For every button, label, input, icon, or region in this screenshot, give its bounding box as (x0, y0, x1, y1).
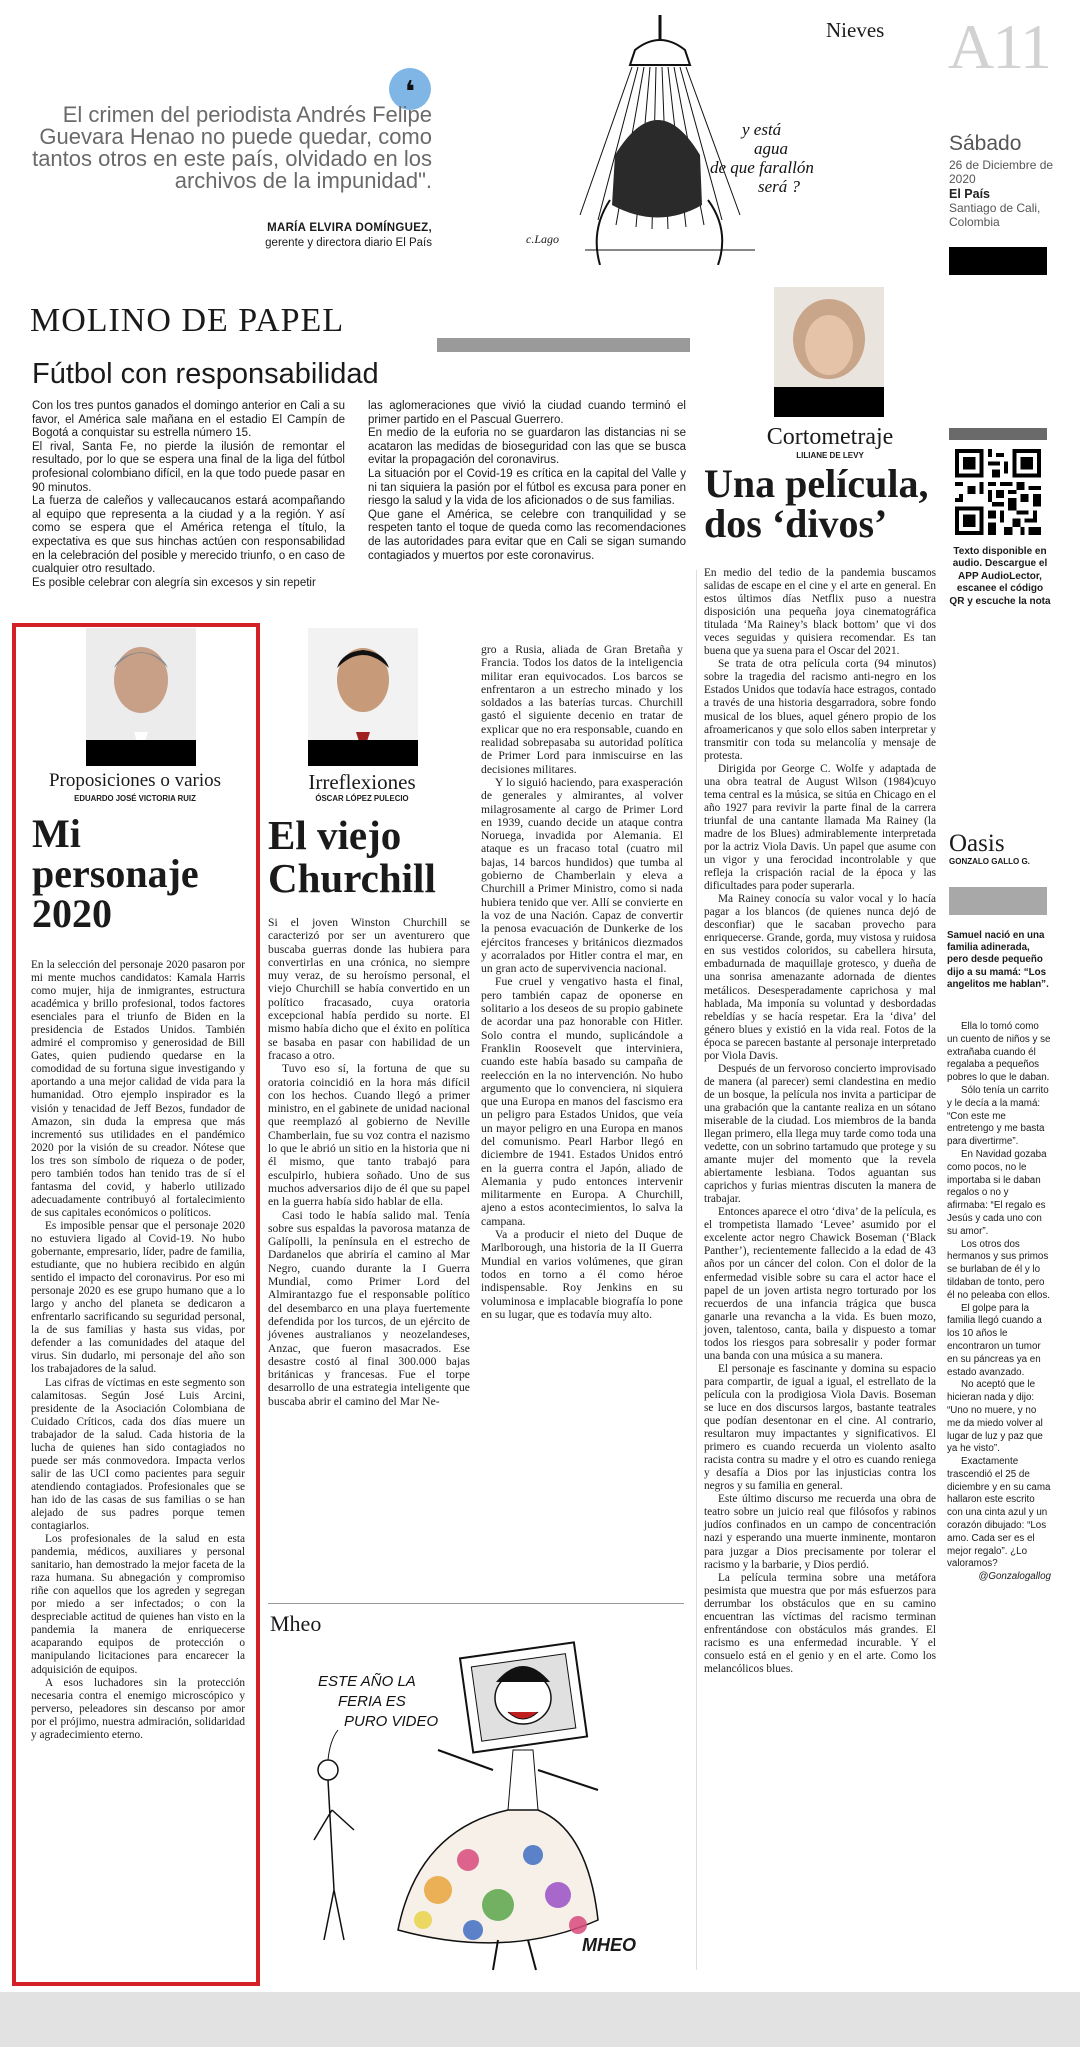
portrait-drawing (774, 287, 884, 417)
speech-line: será ? (758, 177, 801, 196)
oasis-gray-block (949, 887, 1047, 915)
article-paragraph: Las cifras de víctimas en este segmento son calamitosas. Según José Luis Arcini, presidente de la Asociación Colombiana de Cuidado Críticos, cada dos días muere un trabajador de la salud. Cada historia de la lucha de quienes han sido contagiados no puede ser más conmovedora. Impacta verlos salir de las UCI como pacientes para seguir atendiendo contagiados. Profesionales que se han ido de las casas de sus familias o se han alejado de sus padres porque temen contagiarlos. (31, 1376, 245, 1533)
editorial-paragraph: Es posible celebrar con alegría sin excesos y sin repetir (32, 576, 316, 589)
quote-mark-icon: ❛ (389, 68, 431, 110)
article-paragraph: gro a Rusia, aliada de Gran Bretaña y Francia. Todos los datos de la inteligencia militar eran equivocados. Los barcos se enfrentaron a un estrecho minado y los soldados a las baterías turcas. Churchill gastó el siguiente decenio en tratar de explicar que no era responsable, cuando en realidad sobrepasaba su autoridad política de Primer Lord para inmiscuirse en las decisiones militares. (481, 643, 683, 776)
article-paragraph: Tuvo eso sí, la fortuna de que su oratoria coincidió en la hora más difícil con los hechos. Cuando llegó a primer ministro, en el gabinete de unidad nacional que reemplazó al gobierno de Neville Chamberlain, fue su voz contra el nazismo lo que le abrió un sitio en la historia que ni él mismo, que tanto trabajó para esculpirlo, hubiera soñado. Uno de sus muchos adversarios dijo de él que su papel en la guerra había sido hablar de ella. (268, 1062, 470, 1209)
oasis-paragraph: No aceptó que le hicieran nada y dijo: “Uno no muere, y no me da miedo volver al lugar de luz y paz que ya he visto”. (947, 1379, 1043, 1455)
page-bottom-bar (0, 1992, 1080, 2047)
irreflexiones-col-2 (481, 643, 683, 1321)
article-paragraph: Casi todo le había salido mal. Tenía sobre sus espaldas la pavorosa matanza de Galípolli, la península en el estrecho de Dardanelos que abriría el camino al Mar Negro, cuando durante la I Guerra Mundial, como Primer Lord del Almirantazgo fue el responsable político del desembarco en una playa fuertemente defendida por los turcos, de un ejército de jóvenes australianos y neozelandeses, Anzac, que fueron masacrados. Ese desastre costó al final 300.000 bajas británicas y francesas. Fue el torpe desarrollo de una estrategia inteligente que buscaba abrir el camino del Mar Ne- (268, 1208, 470, 1408)
irreflexiones-col-1 (268, 916, 470, 1408)
article-paragraph: En medio del tedio de la pandemia buscamos salidas de escape en el cine y el arte en general. En estos últimos días Netflix puso a nuestra disposición una pequeña joya cinematográfica titulada ‘Ma Rainey’s black bottom’ que vi dos veces seguidas y quisiera recomendar. Es tan buena que ya suena para el Oscar del 2021. (704, 567, 936, 658)
cartoon-divider (268, 1603, 684, 1604)
section-kicker: MOLINO DE PAPEL (30, 302, 345, 339)
editorial-paragraph: Con los tres puntos ganados el domingo anterior en Cali a su favor, el América sale mañana en el estadio El Campín de Bogotá a conquistar su estrella número 15. (32, 400, 345, 440)
author-photo-oscar (308, 628, 418, 766)
oasis-paragraph: El golpe para la familia llegó cuando a los 10 años le encontraron un tumor en su páncreas ya en estado avanzado. (947, 1302, 1042, 1378)
qr-code[interactable] (955, 449, 1041, 535)
article-paragraph: A esos luchadores sin la protección necesaria contra el enemigo microscópico y perverso, peleadores sin descanso por amor por el prójimo, nuestra admiración, solidaridad y agradecimiento eterno. (31, 1676, 245, 1741)
oasis-body (947, 1021, 1051, 1584)
column-rule (696, 570, 697, 1970)
editorial-title: Fútbol con responsabilidad (32, 358, 379, 390)
article-paragraph: La película termina sobre una metáfora pesimista que muestra que por más esfuerzos para derrumbar los obstáculos que en su camino encuentran las víctimas del racismo terminan enfrentándose con obstáculos más grandes. El racismo es una enfermedad incurable. Y el consuelo está en el genio y en el arte. Como los melancólicos blues. (704, 1571, 936, 1675)
page-number: A11 (948, 11, 1050, 82)
pull-quote-author: MARÍA ELVIRA DOMÍNGUEZ, (267, 222, 432, 234)
article-paragraph: Entonces aparece el otro ‘diva’ de la película, es el trompetista llamado ‘Levee’ asumido por el excelente actor negro Chawick Boseman (‘Black Panther’), recientemente fallecido a la edad de 43 años por un cáncer del colon. Con el dolor de la enfermedad visible sobre su cara el actor hace el papel de un joven artista negro torturado por los recuerdos de una infancia trágica que busca ganarle una revancha a la vida. Es buen mozo, joven, talentoso, canta, baila y dispuesto a tomar todos los riesgos para sobresalir y poder formar una banda con una música a su manera. (704, 1206, 936, 1362)
speech-line: y está (742, 120, 782, 139)
kicker-rule (437, 338, 690, 352)
article-paragraph: Los profesionales de la salud en esta pandemia, médicos, auxiliares y personal sanitario, han demostrado la mejor faceta de la raza humana. Su abnegación y compromiso riñe con aquellos que los agreden y segregan por miedo a ser infectados; o con la despreciable actitud de quienes han visto en la pandemia la manera de enriquecerse acaparando equipos de protección o manipulando licitaciones para encarecer la adquisición de equipos. (31, 1533, 245, 1676)
column-author: LILIANE DE LEVY (796, 451, 864, 460)
article-paragraph: Se trata de otra película corta (94 minutos) sobre la tragedia del racismo anti-negro en los Estados Unidos que todavía hace estragos, contado a través de una historia desgarradora, sobre fondo musical de los blues, aquel género propio de los afroamericanos y que solo ellos saben interpretar y transmitir con toda su melancolía y mensaje de protesta. (704, 658, 936, 762)
author-photo-eduardo (86, 628, 196, 766)
article-paragraph: Ma Rainey conocía su valor vocal y lo hacía pagar a los blancos (de quienes nunca dejó de desconfiar) que le sacaban provecho para enriquecerse. Grande, gorda, muy vistosa y ruidosa en sus vestidos coloridos, su cabellera hirsuta, embadurnada de maquillaje grotesco, y dueña de una sonrisa amenazante adornada de dientes metálicos. Desesperadamente caprichosa y mal hablada, Ma imponía su voluntad y desbordadas rebeldías y se hacía respetar. Era la ‘diva’ del género blues y existió en la vida real. Fotos de la época se parecen bastante al personaje interpretado por Viola Davis. (704, 893, 936, 1062)
proposiciones-body (31, 959, 245, 1742)
cartoon-title: Mheo (270, 1611, 322, 1636)
header-black-bar (949, 247, 1047, 275)
paper-name: El País (949, 187, 990, 201)
article-title: Mi personaje 2020 (32, 811, 199, 936)
editorial-paragraph: En medio de la euforia no se guardaron las distancias ni se acataron las medidas de bioseguridad con las que se busca evitar la propagación del coronavirus. (368, 427, 686, 467)
speech-line: de que farallón (710, 158, 814, 177)
article-paragraph: El personaje es fascinante y domina su espacio para compartir, de igual a igual, el estrellato de la película con la prodigiosa Viola Davis. Boseman se luce en dos discursos largos, bastante teatrales que podían desentonar en el cine. Al contrario, resultaron muy impactantes y significativos. El primero es cuando recuerda un violento asalto racista contra su madre y el otro es cuando reniega y desafía a Dios por las injusticias contra los negros y su familia en general. (704, 1362, 936, 1493)
shower-cartoon-signature: c.Lago (526, 232, 559, 246)
city: Santiago de Cali, Colombia (949, 201, 1041, 229)
date: 26 de Diciembre de 2020 (949, 158, 1054, 186)
editorial-paragraph: La situación por el Covid-19 es crítica en la capital del Valle y ni tan siquiera la pasión por el fútbol es excusa para poner en riesgo la salud y la vida de los aficionados o de sus familias. (368, 467, 686, 508)
column-name: Irreflexiones (308, 770, 416, 794)
column-author: EDUARDO JOSÉ VICTORIA RUIZ (74, 794, 196, 803)
oasis-paragraph: En Navidad gozaba como pocos, no le importaba si le daban regalos o no y afirmaba: “El regalo es Jesús y cada uno con su amor”. (947, 1148, 1047, 1237)
cortometraje-body (704, 567, 936, 1676)
qr-code-icon (955, 449, 1041, 535)
portrait-drawing (308, 628, 418, 766)
column-name: Proposiciones o varios (48, 770, 222, 791)
column-author: ÓSCAR LÓPEZ PULECIO (315, 794, 409, 803)
oasis-paragraph: Los otros dos hermanos y sus primos se burlaban de él y lo tildaban de tonto, pero él no peleaba con ellos. (947, 1238, 1050, 1301)
pull-quote-text: El crimen del periodista Andrés Felipe Guevara Henao no puede quedar, como tantos otros en este país, olvidado en los archivos de la impunidad". (32, 102, 432, 193)
oasis-lead: Samuel nació en una familia adinerada, pero desde pequeño dijo a su mamá: “Los angelitos me hablan”. (947, 930, 1049, 990)
speech-line: ESTE AÑO LA (318, 1673, 416, 1690)
shower-cartoon-speech (710, 120, 858, 196)
article-paragraph: Después de un fervoroso concierto improvisado de manera (al parecer) semi clandestina en medio de un bosque, la película nos invita a participar de una grabación que la cantante realiza en un sótano miserable de la ciudad. Los miembros de la banda llegan primero, ella llega muy tarde como toda una vedette, con un sobrino tartamudo que protege y su amante mujer del momento que la revela abiertamente lesbiana. Todos aguantan sus caprichos y furias mientras discuten la manera de trabajar. (704, 1062, 936, 1206)
mheo-signature: MHEO (582, 1935, 636, 1955)
editorial-paragraph: las aglomeraciones que vivió la ciudad cuando terminó el primer partido en el Pascual Guerrero. (368, 400, 686, 426)
rail-gray-bar (949, 428, 1047, 440)
speech-line: FERIA ES (338, 1693, 406, 1710)
speech-line: agua (754, 139, 788, 158)
weekday: Sábado (949, 132, 1022, 155)
pull-quote (22, 104, 432, 192)
editorial-paragraph: Que gane el América, se celebre con tranquilidad y se respeten tanto el toque de queda como las recomendaciones de las autoridades para evitar que en Cali se sigan sumando contagiados y muertos por este coronavirus. (368, 508, 686, 562)
article-title: Una película, dos ‘divos’ (704, 461, 929, 546)
article-paragraph: Dirigida por George C. Wolfe y adaptada de una obra teatral de August Wilson (1984)cuyo tema central es la música, se sitúa en Chicago en el año 1927 para revivir la parte final de la carrera triunfal de una cantante llamada Ma Rainey (la madre de los Blues) admirablemente interpretada por la actriz Viola Davis. Un papel que asume con un vigor y una ferocidad incontrolable y que refleja la crispación racial de la época y las dificultades para poder superarla. (704, 762, 936, 893)
pull-quote-role: gerente y directora diario El País (265, 237, 432, 249)
portrait-drawing (86, 628, 196, 766)
editorial-paragraph: El rival, Santa Fe, no pierde la ilusión de remontar el resultado, por lo que se espera una final de la liga del fútbol profesional colombiano difícil, en la que todo puede pasar en 90 minutos. (32, 440, 345, 494)
article-paragraph: Este último discurso me recuerda una obra de teatro sobre un juicio real que filósofos y rabinos judíos confinados en un campo de concentración nazi y esperando una muerte inminente, montaron para juzgar a Dios precisamente por tolerar el racismo y la barbarie, y Dios perdió. (704, 1493, 936, 1571)
article-paragraph: Y lo siguió haciendo, para exasperación de generales y almirantes, al volver milagrosamente al cargo de Primer Lord en 1939, cuando decide un ataque contra Noruega, invadida por Alemania. El ataque es un fracaso total (cuatro mil bajas, 14 barcos hundidos) que tumba al gobierno de Chamberlain y eleva a Churchill a Primer Ministro, como si nada hubiera tenido que ver. Allí se convierte en la voz de una Nación. Capaz de convertir la penosa evacuación de Dunkerke de los ejércitos franceses y británicos diezmados y acorralados por Hitler contra el mar, en un gran acto de supervivencia nacional. (481, 775, 683, 976)
article-paragraph: En la selección del personaje 2020 pasaron por mi mente muchos candidatos: Kamala Harris como mujer, hija de inmigrantes, estructura académica y brillo profesional, todos factores esenciales para el triunfo de Biden en la presidencia de Estados Unidos. También admiré el compromiso y generosidad de Bill Gates, quien pudiendo quedarse en la comodidad de su fortuna sigue investigando y aportando a una mejor calidad de vida para la humanidad. Otro ejemplo inspirador es la visión y tenacidad de Jeff Bezos, fundador de Amazon, sin duda la empresa que más incrementó sus utilidades en el pandémico 2020 por la visión de su creador. Nótese que los tres son símbolo de riqueza o de poder, pero también todos han tenido tras de sí el fantasma del covid, y haberlo utilizado adecuadamente contribuyó al fortalecimiento de sus capitales económicos o políticos. (31, 959, 245, 1219)
qr-caption: Texto disponible en audio. Descargue el APP AudioLector, escanee el código QR y escuche la nota (949, 546, 1051, 607)
date-block (949, 132, 1069, 229)
oasis-paragraph: Sólo tenía un carrito y le decía a la mamá: “Con este me entretengo y me basta para divertirme”. (947, 1084, 1049, 1148)
oasis-paragraph: Ella lo tomó como un cuento de niños y se extrañaba cuando él regalaba a pequeños pobres lo que le daban. (947, 1021, 1051, 1084)
section-name: Nieves (826, 18, 885, 42)
oasis-author: GONZALO GALLO G. (949, 857, 1030, 866)
article-paragraph: Si el joven Winston Churchill se caracterizó por ser un aventurero que buscaba guerras donde las hubiera para convertirlas en una crónica, no siempre muy veraz, de su heroísmo personal, el viejo Churchill se había convertido en un político fracasado, cuya oratoria excepcional había perdido su norte. El mismo había dicho que el éxito en política se basaba en pasar con habilidad de un fracaso a otro. (268, 916, 470, 1062)
editorial-col-1 (32, 400, 345, 590)
article-paragraph: Va a producir el nieto del Duque de Marlborough, una historia de la II Guerra Mundial en varios volúmenes, que giran todos en torno a él como héroe indispensable. Roy Jenkins en su voluminosa e implacable biografía lo pone en su lugar, que es todavía muy alto. (481, 1228, 683, 1321)
oasis-signature: @Gonzalogallog (978, 1571, 1051, 1583)
editorial-col-2 (368, 400, 686, 563)
editorial-paragraph: La fuerza de caleños y vallecaucanos estará acompañando al equipo que representa a la ciudad y a la región. Y así como se espera que el América retenga el título, la expectativa es que sus hinchas actúen con responsabilidad en la celebración del posible y merecido triunfo, o en caso de cualquier otro resultado. (32, 495, 345, 576)
oasis-paragraph: Exactamente trascendió el 25 de diciembre y en su cama hallaron este escrito con una cinta azul y un corazón dibujado: “Los amo. Cada ser es el mejor regalo”. ¿Lo valoramos? (947, 1456, 1051, 1570)
article-paragraph: Es imposible pensar que el personaje 2020 no estuviera ligado al Covid-19. No hubo gobernante, empresario, líder, padre de familia, estudiante, que no hubiera recibido en algún sentido el impacto del coronavirus. Por eso mi personaje 2020 es ese grupo humano que a lo largo y ancho del planeta se dedicaron a enfrentarlo sacrificando su seguridad personal, la de sus familias y hasta sus vidas, por defender a las comunidades del ataque del virus. Sin dudarlo, mi personaje del año son los trabajadores de la salud. (31, 1219, 245, 1376)
article-title: El viejo Churchill (268, 812, 436, 901)
speech-line: PURO VIDEO (344, 1713, 439, 1730)
oasis-title: Oasis (949, 830, 1005, 857)
author-photo-liliane (774, 287, 884, 417)
column-name: Cortometraje (766, 424, 894, 450)
mheo-speech (318, 1672, 438, 1732)
article-paragraph: Fue cruel y vengativo hasta el final, pero también capaz de oponerse en solitario a los deseos de su propio gabinete de acordar una paz honorable con Hitler. Solo contra el mundo, suplicándole a Franklin Roosevelt que interviniera, cuando este había basado su campaña de reelección en la no intervención. No hubo argumento que lo convenciera, ni siquiera que una Europa en manos del fascismo era un peligro para Estados Unidos, que veía un mayor peligro en una Europa en manos del comunismo. Pearl Harbor llegó en diciembre de 1941. Estados Unidos entró en la guerra contra el Japón, aliado de Alemania y pudo entonces intervenir militarmente en Europa. A Churchill, ajeno a estos acontecimientos, lo salva la campana. (481, 975, 683, 1228)
